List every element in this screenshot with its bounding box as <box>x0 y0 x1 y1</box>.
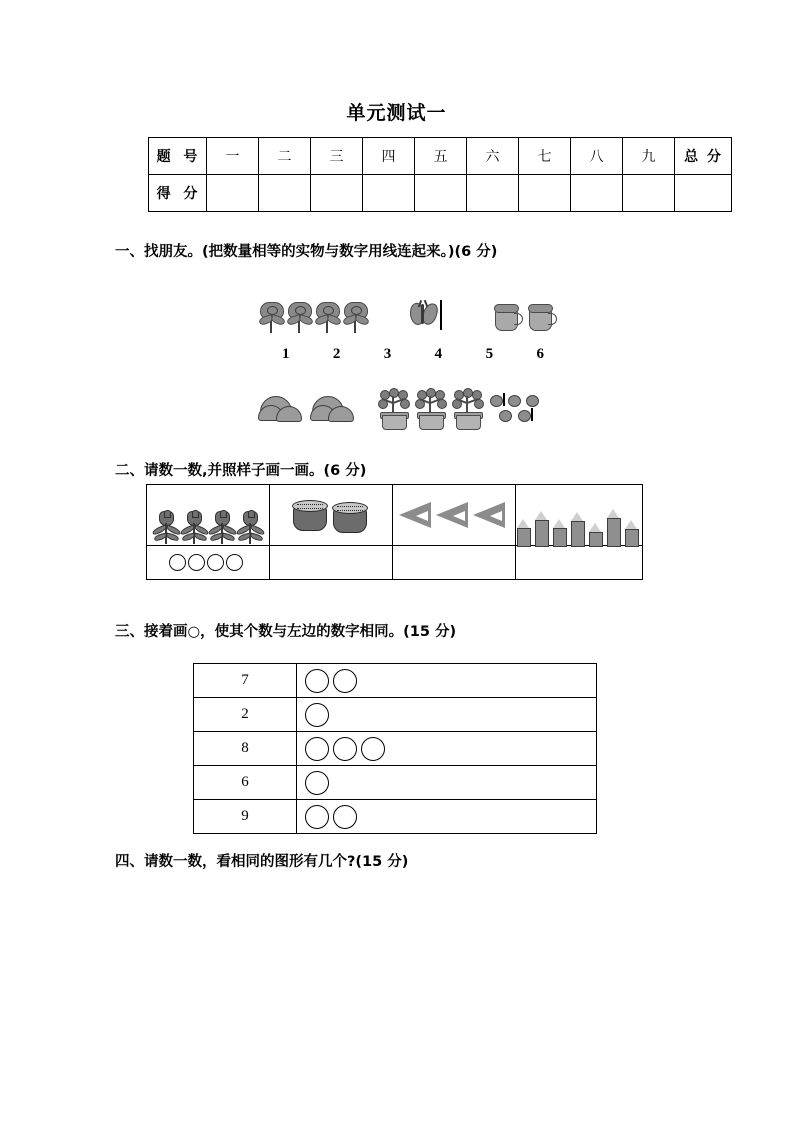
tick-mark <box>531 408 533 421</box>
question-2-picture-row <box>147 485 643 546</box>
score-cell-8[interactable] <box>571 175 623 212</box>
tick-mark <box>503 393 505 406</box>
rose-icon <box>342 300 368 334</box>
score-cell-5[interactable] <box>415 175 467 212</box>
score-table-col-1: 一 <box>207 138 259 175</box>
score-table-col-4: 四 <box>363 138 415 175</box>
fruit-group <box>490 393 560 427</box>
rose-icon <box>314 300 340 334</box>
triangle-icon <box>473 502 507 528</box>
potted-plant-group <box>377 388 488 430</box>
fruit-icon <box>508 395 521 407</box>
crayon-icon <box>570 512 586 545</box>
q2-answer-cell-2[interactable] <box>270 546 393 580</box>
jar-group <box>493 302 561 330</box>
potted-plant-icon <box>377 388 410 430</box>
circle-icon <box>188 554 205 571</box>
question-1-top-row <box>0 290 793 346</box>
tulip-icon <box>180 511 207 545</box>
q3-answer-cell-5[interactable] <box>297 800 597 834</box>
crayon-icon <box>552 519 568 545</box>
table-row <box>194 766 597 800</box>
q2-answer-cell-1[interactable] <box>147 546 270 580</box>
table-row <box>194 664 597 698</box>
question-4-heading: 四、请数一数，看相同的图形有几个?(15 分) <box>115 854 409 870</box>
circle-icon <box>305 805 329 829</box>
score-table-col-7: 七 <box>519 138 571 175</box>
score-cell-total[interactable] <box>675 175 732 212</box>
q3-number-4: 6 <box>194 766 297 800</box>
score-table-col-6: 六 <box>467 138 519 175</box>
question-1-heading: 一、找朋友。(把数量相等的实物与数字用线连起来。)(6 分) <box>115 244 498 260</box>
q3-answer-cell-2[interactable] <box>297 698 597 732</box>
circle-icon <box>333 669 357 693</box>
circle-icon <box>305 703 329 727</box>
potted-plant-icon <box>414 388 447 430</box>
question-3-heading: 三、接着画○，使其个数与左边的数字相同。(15 分) <box>115 624 457 640</box>
fruit-icon <box>499 410 512 422</box>
rose-icon <box>258 300 284 334</box>
score-table-row-label-question: 题 号 <box>149 138 207 175</box>
butterfly-icon <box>410 300 436 330</box>
crayon-icon <box>516 519 532 545</box>
circle-icon <box>169 554 186 571</box>
number-option-3[interactable]: 3 <box>383 346 392 362</box>
table-row <box>194 800 597 834</box>
circle-icon <box>333 805 357 829</box>
question-3-table <box>193 663 597 834</box>
rose-icon <box>286 300 312 334</box>
q2-cell-triangles <box>393 485 516 546</box>
score-table-col-5: 五 <box>415 138 467 175</box>
circle-icon <box>207 554 224 571</box>
page-title: 单元测试一 <box>346 102 447 124</box>
watermelon-group <box>258 396 362 422</box>
score-table-score-row <box>149 175 732 212</box>
q3-number-5: 9 <box>194 800 297 834</box>
question-2-heading: 二、请数一数,并照样子画一画。(6 分) <box>115 463 367 479</box>
score-table-header-row <box>149 138 732 175</box>
watermelon-icon <box>310 396 356 422</box>
score-table-col-total: 总 分 <box>675 138 732 175</box>
drum-icon <box>291 499 329 531</box>
table-row <box>194 732 597 766</box>
circle-icon <box>305 737 329 761</box>
q2-cell-tulips <box>147 485 270 546</box>
circle-icon <box>333 737 357 761</box>
crayon-icon <box>588 523 604 545</box>
crayon-icon <box>624 520 640 545</box>
rose-group <box>258 300 370 334</box>
circle-icon <box>226 554 243 571</box>
jar-icon <box>493 302 523 330</box>
fruit-icon <box>518 410 531 422</box>
score-cell-2[interactable] <box>259 175 311 212</box>
score-table-row-label-score: 得 分 <box>149 175 207 212</box>
jar-icon <box>527 302 557 330</box>
potted-plant-icon <box>451 388 484 430</box>
question-1-number-row <box>282 346 544 363</box>
table-row <box>194 698 597 732</box>
question-2-table <box>146 484 643 580</box>
drum-icon <box>331 501 369 533</box>
q2-answer-cell-3[interactable] <box>393 546 516 580</box>
question-2-answer-row <box>147 546 643 580</box>
crayon-icon <box>534 511 550 545</box>
watermelon-icon <box>258 396 304 422</box>
number-option-6[interactable]: 6 <box>536 346 544 362</box>
score-table-col-8: 八 <box>571 138 623 175</box>
score-table <box>148 137 732 212</box>
number-option-4[interactable]: 4 <box>434 346 443 362</box>
vertical-divider <box>440 300 442 330</box>
score-cell-6[interactable] <box>467 175 519 212</box>
circle-icon <box>305 771 329 795</box>
fruit-icon <box>526 395 539 407</box>
score-cell-4[interactable] <box>363 175 415 212</box>
tulip-icon <box>236 511 263 545</box>
tulip-icon <box>152 511 179 545</box>
q2-cell-drums <box>270 485 393 546</box>
fruit-icon <box>490 395 503 407</box>
q2-answer-cell-4[interactable] <box>516 546 643 580</box>
score-table-col-2: 二 <box>259 138 311 175</box>
q3-number-1: 7 <box>194 664 297 698</box>
number-option-5[interactable]: 5 <box>485 346 494 362</box>
score-cell-1[interactable] <box>207 175 259 212</box>
score-cell-9[interactable] <box>623 175 675 212</box>
circle-icon <box>361 737 385 761</box>
score-cell-3[interactable] <box>311 175 363 212</box>
triangle-icon <box>436 502 470 528</box>
question-1-picture-area <box>0 290 793 455</box>
q3-number-2: 2 <box>194 698 297 732</box>
score-table-col-3: 三 <box>311 138 363 175</box>
q2-cell-crayons <box>516 485 643 546</box>
q3-answer-cell-1[interactable] <box>297 664 597 698</box>
question-1-bottom-row <box>0 388 793 442</box>
tulip-icon <box>208 511 235 545</box>
circle-icon <box>305 669 329 693</box>
butterfly-group <box>410 300 442 330</box>
q3-number-3: 8 <box>194 732 297 766</box>
score-table-col-9: 九 <box>623 138 675 175</box>
number-option-1[interactable]: 1 <box>282 346 290 362</box>
number-option-2[interactable]: 2 <box>332 346 341 362</box>
score-cell-7[interactable] <box>519 175 571 212</box>
q3-answer-cell-4[interactable] <box>297 766 597 800</box>
crayon-icon <box>606 509 622 545</box>
q3-answer-cell-3[interactable] <box>297 732 597 766</box>
triangle-icon <box>399 502 433 528</box>
